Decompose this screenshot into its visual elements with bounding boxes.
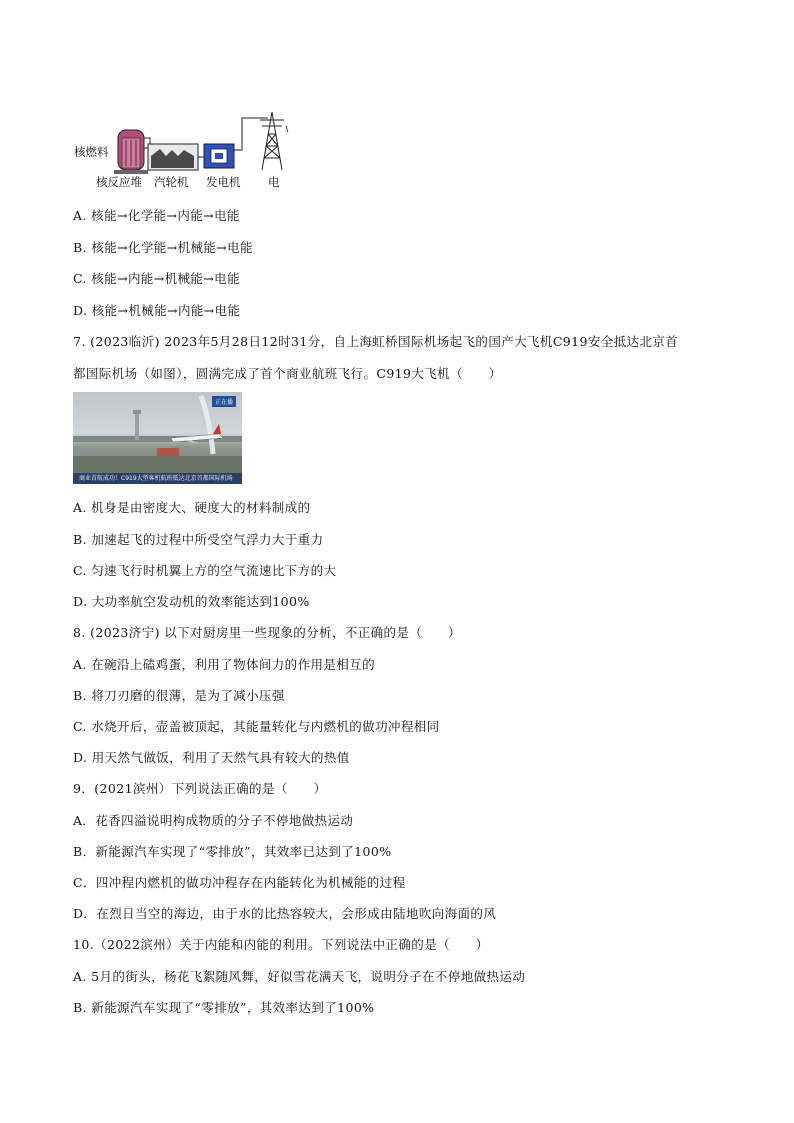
q7-option-c: C. 匀速飞行时机翼上方的空气流速比下方的大 <box>73 563 337 578</box>
nuclear-plant-diagram <box>72 108 302 192</box>
q7-stem-line1: 7. (2023临沂) 2023年5月28日12时31分，自上海虹桥国际机场起飞的国产大飞机C919安全抵达北京首 <box>73 334 679 349</box>
q10-option-a: A. 5月的街头，杨花飞絮随风舞，好似雪花满天飞，说明分子在不停地做热运动 <box>73 969 526 984</box>
q10-stem: 10.（2022滨州）关于内能和内能的利用。下列说法中正确的是（ ） <box>73 937 489 952</box>
q6-option-b: B. 核能→化学能→机械能→电能 <box>73 240 253 255</box>
q9-option-b: B．新能源汽车实现了“零排放”，其效率已达到了100% <box>73 844 392 859</box>
label-nuclear-fuel: 核燃料 <box>74 145 109 159</box>
q9-option-a: A．花香四溢说明构成物质的分子不停地做热运动 <box>73 813 354 828</box>
label-generator: 发电机 <box>206 175 241 189</box>
q8-option-c: C. 水烧开后，壶盖被顶起，其能量转化与内燃机的做功冲程相同 <box>73 719 440 734</box>
q8-option-b: B. 将刀刃磨的很薄，是为了减小压强 <box>73 688 285 703</box>
q9-stem: 9．(2021滨州）下列说法正确的是（ ） <box>73 781 327 796</box>
q9-option-d: D．在烈日当空的海边，由于水的比热容较大，会形成由陆地吹向海面的风 <box>73 906 497 921</box>
label-turbine: 汽轮机 <box>154 175 189 189</box>
q8-option-a: A. 在碗沿上磕鸡蛋，利用了物体间力的作用是相互的 <box>73 657 375 672</box>
q7-stem-line2: 都国际机场（如图），圆满完成了首个商业航班飞行。C919大飞机（ ） <box>73 366 502 381</box>
q6-option-d: D. 核能→机械能→内能→电能 <box>73 303 241 318</box>
q7-option-d: D. 大功率航空发动机的效率能达到100% <box>73 594 310 609</box>
c919-photo <box>73 392 242 484</box>
label-reactor: 核反应堆 <box>96 175 142 189</box>
q8-option-d: D. 用天然气做饭，利用了天然气具有较大的热值 <box>73 750 350 765</box>
label-electricity: 电 <box>268 175 280 189</box>
q9-option-c: C．四冲程内燃机的做功冲程存在内能转化为机械能的过程 <box>73 875 406 890</box>
q6-option-c: C. 核能→内能→机械能→电能 <box>73 271 240 286</box>
q7-option-b: B. 加速起飞的过程中所受空气浮力大于重力 <box>73 532 324 547</box>
q8-stem: 8. (2023济宁) 以下对厨房里一些现象的分析，不正确的是（ ） <box>73 625 461 640</box>
q7-option-a: A. 机身是由密度大、硬度大的材料制成的 <box>73 500 311 515</box>
q6-option-a: A. 核能→化学能→内能→电能 <box>73 208 240 223</box>
live-badge: 正在播 <box>212 396 236 407</box>
photo-caption: 商业首航成功！C919大型客机航班抵达北京首都国际机场 <box>73 473 242 484</box>
q10-option-b: B. 新能源汽车实现了“零排放”，其效率达到了100% <box>73 1000 375 1015</box>
